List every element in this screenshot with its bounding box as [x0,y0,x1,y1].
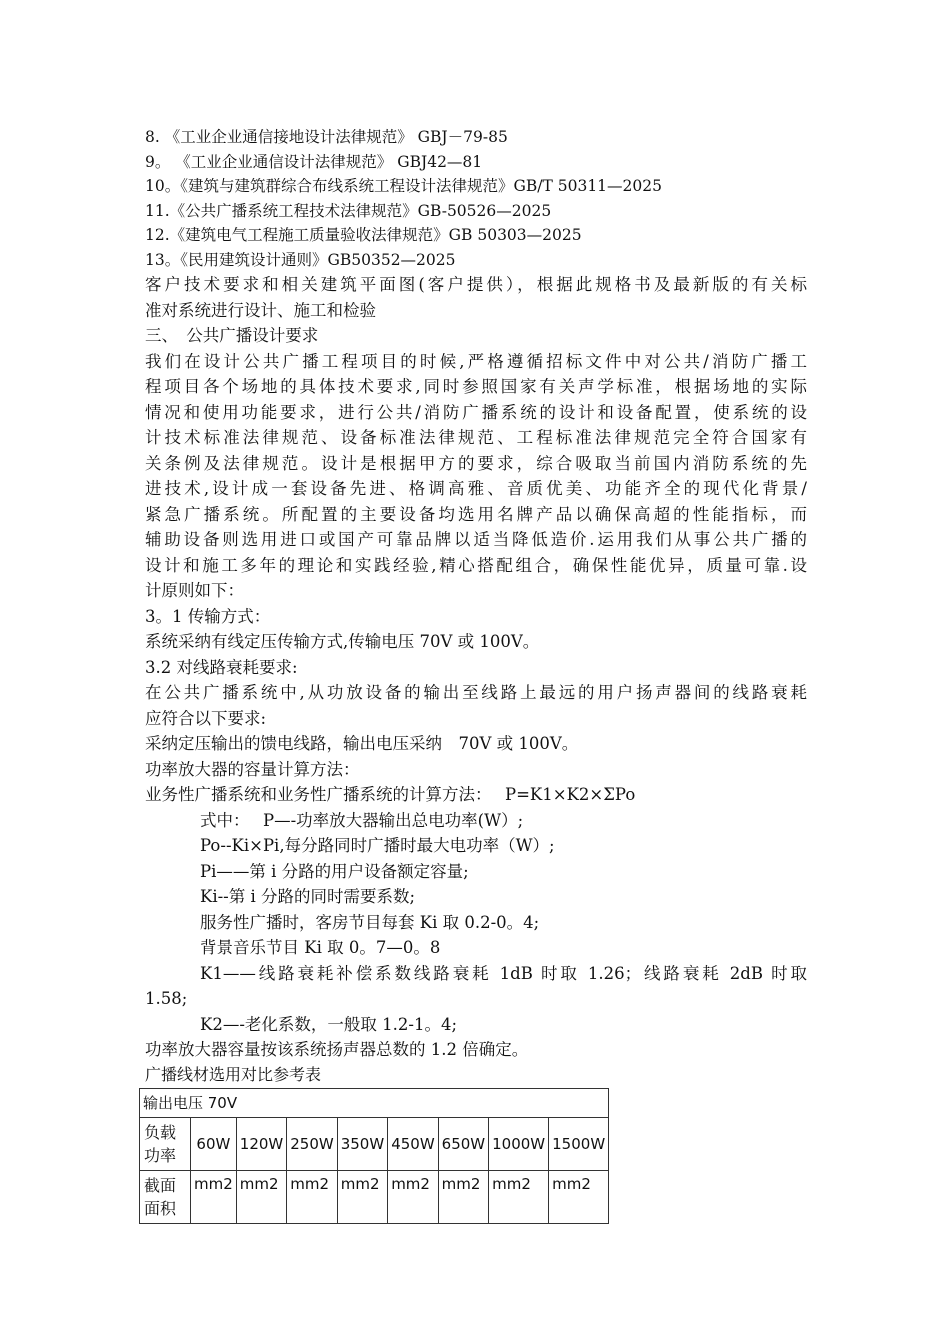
formula-item: Ki--第 i 分路的同时需要系数; [200,887,416,906]
table-row-load-power [140,1117,609,1170]
reference-item: 11.《公共广播系统工程技术法律规范》GB-50526—2025 [145,201,552,220]
table-cell: mm2 [489,1170,549,1223]
paragraph-line: 程项目各个场地的具体技术要求,同时参照国家有关声学标准，根据场地的实际 [145,377,807,396]
table-cell: 650W [438,1117,488,1170]
paragraph-line: 准对系统进行设计、施工和检验 [145,300,376,320]
transmission-text: 系统采纳有线定压传输方式,传输电压 70V 或 100V。 [145,632,540,651]
reference-item: 12.《建筑电气工程施工质量验收法律规范》GB 50303—2025 [145,226,582,244]
table-cell: 350W [337,1117,387,1170]
reference-item: 8. 《工业企业通信接地设计法律规范》 GBJ－79-85 [145,128,508,146]
table-row-cross-section [140,1170,609,1223]
paragraph-line: 紧急广播系统。所配置的主要设备均选用名牌产品以确保高超的性能指标，而 [145,504,807,524]
formula-line: 业务性广播系统和业务性广播系统的计算方法： P=K1×K2×ΣPo [145,785,636,804]
paragraph-line: 设计和施工多年的理论和实践经验,精心搭配组合，确保性能优异，质量可靠.设 [145,555,807,575]
table-header-cell: 输出电压 70V [140,1088,609,1117]
table-cell: mm2 [337,1170,387,1223]
paragraph-line: 计原则如下： [145,581,244,600]
reference-item: 9。 《工业企业通信设计法律规范》 GBJ42—81 [145,152,483,171]
table-cell: mm2 [236,1170,286,1223]
feeder-line-text: 采纳定压输出的馈电线路，输出电压采纳 70V 或 100V。 [145,734,579,753]
paragraph-line: 客户技术要求和相关建筑平面图(客户提供），根据此规格书及最新版的有关标 [145,275,807,294]
table-cell: 60W [191,1117,237,1170]
capacity-method-title: 功率放大器的容量计算方法： [145,759,360,779]
paragraph-line: 辅助设备则选用进口或国产可靠品牌以适当降低造价.运用我们从事公共广播的 [145,530,807,549]
table-cell: mm2 [549,1170,609,1223]
paragraph-line: 关条例及法律规范。设计是根据甲方的要求，综合吸取当前国内消防系统的先 [145,453,807,473]
design-paragraph [145,349,807,604]
line-loss-paragraph [145,680,807,731]
table-cell: 1000W [489,1117,549,1170]
reference-item: 13。《民用建筑设计通则》GB50352—2025 [145,250,456,269]
table-cell: mm2 [191,1170,237,1223]
subsection-title-3-1: 3。1 传输方式： [145,606,271,626]
paragraph-line: 计技术标准法律规范、设备标准法律规范、工程标准法律规范完全符合国家有 [145,428,807,447]
formula-item: Po--Ki×Pi,每分路同时广播时最大电功率（W）; [200,836,555,855]
reference-item: 10。《建筑与建筑群综合布线系统工程设计法律规范》GB/T 50311—2025 [145,177,662,195]
formula-definitions [145,808,807,961]
table-row-label: 负载功率 [140,1117,191,1170]
section-title: 三、 公共广播设计要求 [145,326,319,345]
table-cell: 120W [236,1117,286,1170]
paragraph-line: K1——线路衰耗补偿系数线路衰耗 1dB 时取 1.26；线路衰耗 2dB 时取 [200,963,807,983]
formula-item: Pi——第 i 分路的用户设备额定容量; [200,861,469,881]
table-cell: mm2 [438,1170,488,1223]
table-header-row [140,1088,609,1117]
subsection-title-3-2: 3.2 对线路衰耗要求: [145,657,298,677]
client-requirements-paragraph [145,272,807,323]
paragraph-line: 进技术,设计成一套设备先进、格调高雅、音质优美、功能齐全的现代化背景/ [145,479,807,498]
paragraph-line: 我们在设计公共广播工程项目的时候,严格遵循招标文件中对公共/消防广播工 [145,351,807,371]
reference-list [145,125,807,272]
paragraph-line: 应符合以下要求: [145,708,267,728]
k2-definition: K2—-老化系数，一般取 1.2-1。4; [200,1014,458,1034]
table-cell: 450W [388,1117,438,1170]
wire-selection-table [139,1088,609,1224]
table-cell: 250W [287,1117,337,1170]
paragraph-line: 情况和使用功能要求，进行公共/消防广播系统的设计和设备配置，使系统的设 [145,402,807,422]
table-caption: 广播线材选用对比参考表 [145,1064,322,1084]
table-cell: 1500W [549,1117,609,1170]
formula-item: 服务性广播时，客房节目每套 Ki 取 0.2-0。4; [200,912,540,932]
table-row-label: 截面面积 [140,1170,191,1223]
capacity-rule: 功率放大器容量按该系统扬声器总数的 1.2 倍确定。 [145,1040,529,1059]
paragraph-line: 在公共广播系统中,从功放设备的输出至线路上最远的用户扬声器间的线路衰耗 [145,683,807,702]
table-cell: mm2 [388,1170,438,1223]
table-cell: mm2 [287,1170,337,1223]
formula-item: 式中： P—-功率放大器输出总电功率(W）; [200,810,524,830]
formula-item: 背景音乐节目 Ki 取 0。7—0。8 [200,938,441,957]
k1-definition [145,961,807,1012]
paragraph-line: 1.58; [145,989,188,1008]
document-page [145,125,807,1224]
